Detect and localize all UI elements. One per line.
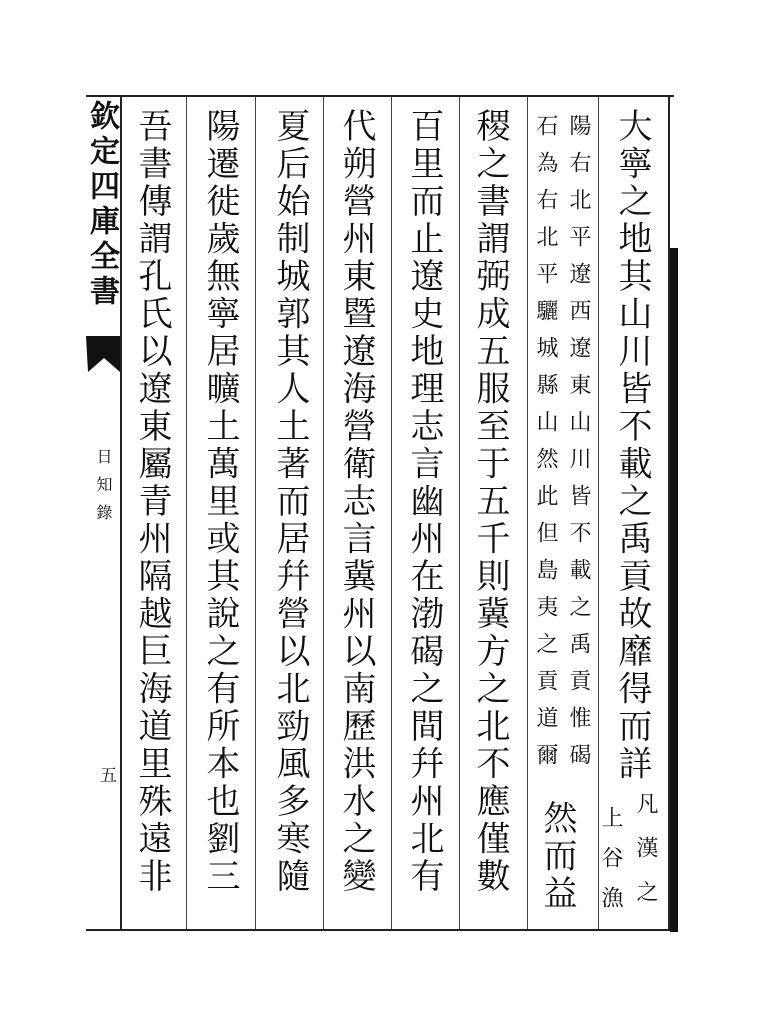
text-column-8: 吾書傳謂孔氏以遼東屬青州隔越巨海道里殊遠非 bbox=[132, 108, 172, 896]
text-column-7: 陽遷徙歲無寧居曠土萬里或其說之有所本也劉三 bbox=[200, 108, 240, 896]
text-column-3: 稷之書謂弼成五服至于五千則冀方之北不應僅數 bbox=[470, 108, 510, 896]
right-edge-bar bbox=[670, 248, 678, 932]
column-divider bbox=[186, 97, 187, 929]
column-divider bbox=[391, 97, 392, 929]
annotation-column-1-left: 上谷漁 bbox=[598, 806, 623, 926]
annotation-column-2-left: 石為右北平驪城縣山然此但島夷之貢道爾 bbox=[533, 114, 558, 780]
bottom-border bbox=[86, 929, 676, 931]
column-divider bbox=[255, 97, 256, 929]
text-column-1: 大寧之地其山川皆不載之禹貢故靡得而詳 bbox=[612, 108, 652, 783]
text-column-6: 夏后始制城郭其人土著而居幷營以北勁風多寒隨 bbox=[270, 108, 310, 896]
text-column-5: 代朔營州東暨遼海營衛志言冀州以南歷洪水之變 bbox=[336, 108, 376, 896]
column-divider bbox=[459, 97, 460, 929]
column-divider bbox=[527, 97, 528, 929]
book-title: 日知錄 bbox=[94, 448, 113, 532]
text-column-4: 百里而止遼史地理志言幽州在渤碣之間幷州北有 bbox=[404, 108, 444, 896]
margin-divider bbox=[120, 97, 122, 929]
column-divider bbox=[598, 97, 599, 929]
page-number: 五 bbox=[96, 766, 116, 783]
text-column-2: 然而益 bbox=[537, 800, 577, 913]
fish-tail-mark bbox=[86, 334, 122, 376]
top-border bbox=[86, 95, 674, 97]
annotation-column-1-right: 凡漢之 bbox=[633, 792, 658, 924]
annotation-column-2-right: 陽右北平遼西遼東山川皆不載之禹貢惟碣 bbox=[566, 114, 591, 780]
column-divider bbox=[323, 97, 324, 929]
series-title: 欽定四庫全書 bbox=[84, 100, 119, 310]
